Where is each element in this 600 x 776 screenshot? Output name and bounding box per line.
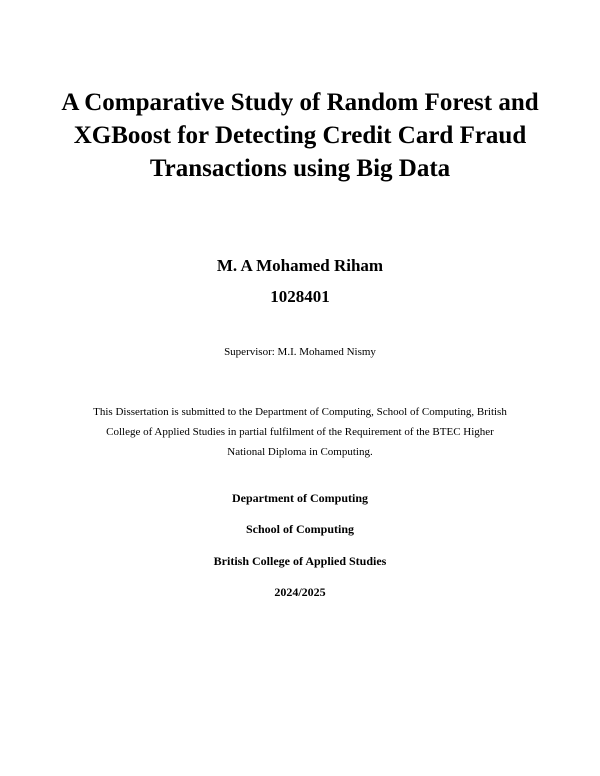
- supervisor: Supervisor: M.I. Mohamed Nismy: [224, 346, 376, 358]
- college: British College of Applied Studies: [213, 554, 387, 568]
- dissertation-title: [0, 86, 600, 185]
- statement-line-1: This Dissertation is submitted to the Department of Computing, School of Computing, British: [93, 406, 507, 418]
- title-line-2: XGBoost for Detecting Credit Card Fraud: [73, 122, 527, 149]
- title-line-1: A Comparative Study of Random Forest and: [61, 89, 539, 116]
- statement-line-2: College of Applied Studies in partial fulfilment of the Requirement of the BTEC Higher: [106, 426, 494, 438]
- academic-year: 2024/2025: [274, 585, 326, 599]
- title-line-3: Transactions using Big Data: [149, 155, 451, 182]
- student-id: 1028401: [270, 287, 330, 306]
- author-name: M. A Mohamed Riham: [216, 256, 384, 275]
- submission-statement: [60, 402, 540, 462]
- school: School of Computing: [245, 522, 355, 536]
- statement-line-3: National Diploma in Computing.: [227, 446, 373, 458]
- department: Department of Computing: [232, 491, 368, 505]
